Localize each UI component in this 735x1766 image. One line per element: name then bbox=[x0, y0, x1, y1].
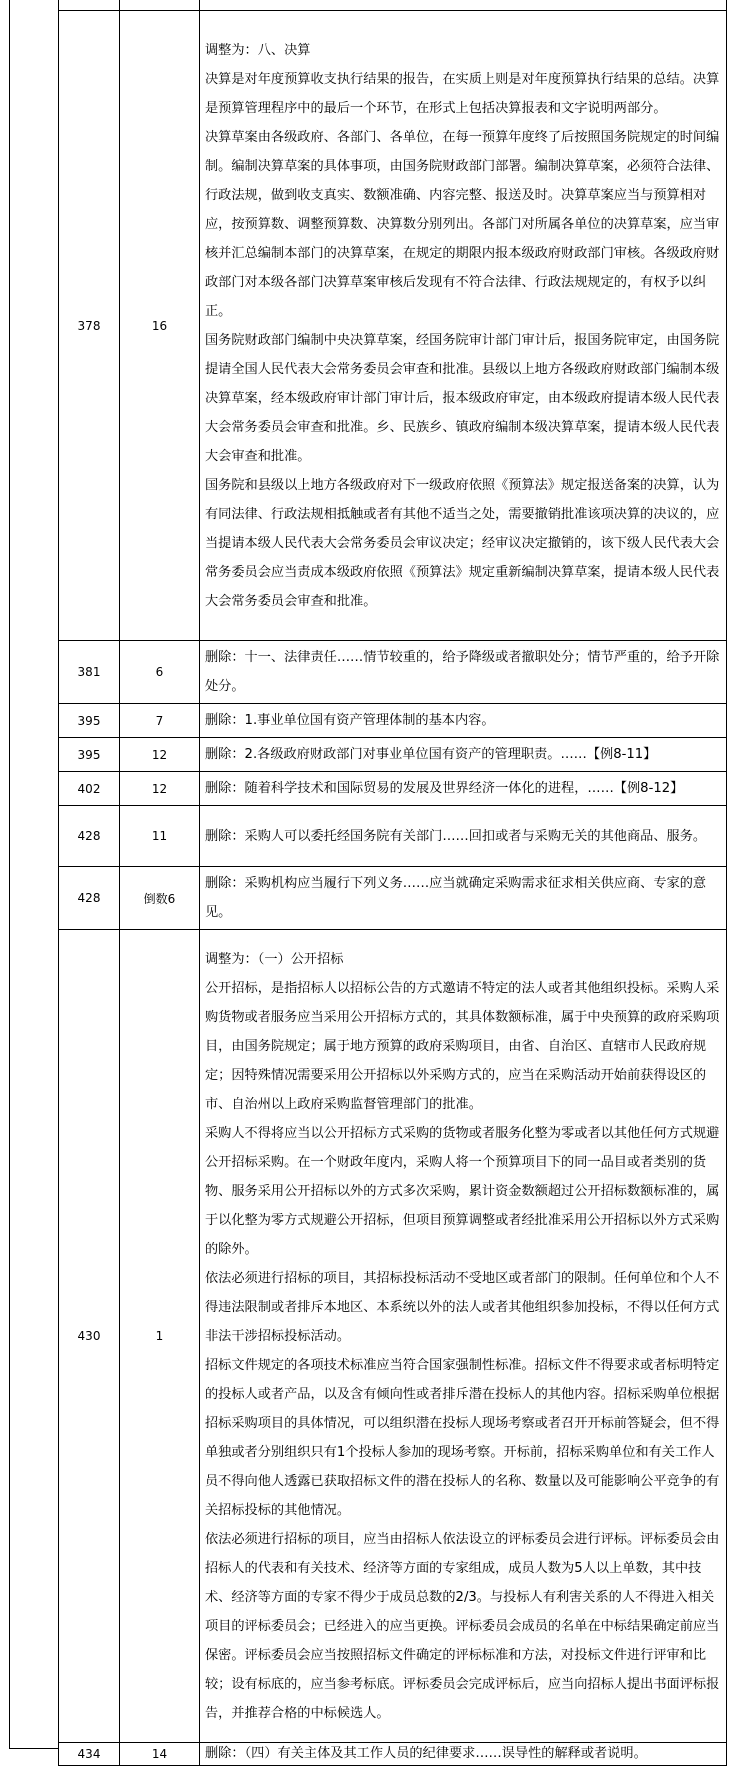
line-cell: 倒数6 bbox=[120, 867, 200, 930]
paragraph: 删除：随着科学技术和国际贸易的发展及世界经济一体化的进程，……【例8-12】 bbox=[205, 781, 684, 796]
paragraph: 调整为：（一）公开招标 bbox=[205, 951, 344, 967]
paragraph: 公开招标，是指招标人以招标公告的方式邀请不特定的法人或者其他组织投标。采购人采购货物或者服务应当采用公开招标方式的，其具体数额标准，属于中央预算的政府采购项目，由国务院规定；属于地方预算的政府采购项目，由省、自治区、直辖市人民政府规定；因特殊情况需要采用公开招标以外采购方式的，应当在采购活动开始前获得设区的市、自治州以上政府采购监督管理部门的批准。 bbox=[205, 980, 720, 1112]
paragraph: 决算是对年度预算收支执行结果的报告，在实质上则是对年度预算执行结果的总结。决算是预算管理程序中的最后一个环节，在形式上包括决算报表和文字说明两部分。 bbox=[205, 71, 720, 116]
page-cell: 395 bbox=[59, 704, 120, 738]
content-cell bbox=[200, 806, 727, 867]
page-cell: 378 bbox=[59, 11, 120, 641]
paragraph: 依法必须进行招标的项目，应当由招标人依法设立的评标委员会进行评标。评标委员会由招标人的代表和有关技术、经济等方面的专家组成，成员人数为5人以上单数，其中技术、经济等方面的专家不得少于成员总数的2/3。与投标人有利害关系的人不得进入相关项目的评标委员会；已经进入的应当更换。评标委员会成员的名单在中标结果确定前应当保密。评标委员会应当按照招标文件确定的评标标准和方法，对投标文件进行评审和比较；设有标底的，应当参考标底。评标委员会完成评标后，应当向招标人提出书面评标报告，并推荐合格的中标候选人。 bbox=[205, 1531, 720, 1721]
paragraph: 删除：采购人可以委托经国务院有关部门……回扣或者与采购无关的其他商品、服务。 bbox=[205, 828, 707, 844]
line-cell: 16 bbox=[120, 11, 200, 641]
paragraph: 删除：采购机构应当履行下列义务……应当就确定采购需求征求相关供应商、专家的意见。 bbox=[205, 876, 707, 920]
table-row bbox=[59, 738, 727, 772]
page-cell: 430 bbox=[59, 930, 120, 1743]
line-cell: 12 bbox=[120, 738, 200, 772]
line-cell: 6 bbox=[120, 641, 200, 704]
paragraph: 删除：（四）有关主体及其工作人员的纪律要求……误导性的解释或者说明。 bbox=[205, 1746, 647, 1761]
table-row bbox=[59, 772, 727, 806]
content-cell bbox=[200, 11, 727, 641]
table-row bbox=[59, 11, 727, 641]
content-cell bbox=[200, 738, 727, 772]
table-row bbox=[59, 704, 727, 738]
paragraph: 依法必须进行招标的项目，其招标投标活动不受地区或者部门的限制。任何单位和个人不得违法限制或者排斥本地区、本系统以外的法人或者其他组织参加投标，不得以任何方式非法干涉招标投标活动。 bbox=[205, 1270, 720, 1344]
page-cell: 434 bbox=[59, 1743, 120, 1766]
content-cell bbox=[200, 867, 727, 930]
line-cell bbox=[120, 0, 200, 11]
page-cell bbox=[59, 0, 120, 11]
line-cell: 12 bbox=[120, 772, 200, 806]
content-cell bbox=[200, 772, 727, 806]
line-cell: 1 bbox=[120, 930, 200, 1743]
table-row bbox=[59, 1743, 727, 1766]
page-cell: 428 bbox=[59, 806, 120, 867]
content-cell bbox=[200, 1743, 727, 1766]
paragraph: 国务院和县级以上地方各级政府对下一级政府依照《预算法》规定报送备案的决算，认为有同法律、行政法规相抵触或者有其他不适当之处，需要撤销批准该项决算的决议的，应当提请本级人民代表大会常务委员会审议决定；经审议决定撤销的，该下级人民代表大会常务委员会应当责成本级政府依照《预算法》规定重新编制决算草案，提请本级人民代表大会常务委员会审查和批准。 bbox=[205, 477, 720, 609]
paragraph: 删除：十一、法律责任……情节较重的，给予降级或者撤职处分；情节严重的，给予开除处分。 bbox=[205, 650, 720, 694]
page-cell: 381 bbox=[59, 641, 120, 704]
paragraph: 删除：1.事业单位国有资产管理体制的基本内容。 bbox=[205, 713, 495, 728]
paragraph: 招标文件规定的各项技术标准应当符合国家强制性标准。招标文件不得要求或者标明特定的投标人或者产品，以及含有倾向性或者排斥潜在投标人的其他内容。招标采购单位根据招标采购项目的具体情况，可以组织潜在投标人现场考察或者召开开标前答疑会，但不得单独或者分别组织只有1个投标人参加的现场考察。开标前，招标采购单位和有关工作人员不得向他人透露已获取招标文件的潜在投标人的名称、数量以及可能影响公平竞争的有关招标投标的其他情况。 bbox=[205, 1357, 720, 1518]
content-cell bbox=[200, 641, 727, 704]
paragraph: 国务院财政部门编制中央决算草案，经国务院审计部门审计后，报国务院审定，由国务院提请全国人民代表大会常务委员会审查和批准。县级以上地方各级政府财政部门编制本级决算草案，经本级政府审计部门审计后，报本级政府审定，由本级政府提请本级人民代表大会常务委员会审查和批准。乡、民族乡、镇政府编制本级决算草案，提请本级人民代表大会审查和批准。 bbox=[205, 332, 720, 464]
table-row-previous bbox=[59, 0, 727, 11]
page-cell: 402 bbox=[59, 772, 120, 806]
table-row bbox=[59, 930, 727, 1743]
paragraph: 采购人不得将应当以公开招标方式采购的货物或者服务化整为零或者以其他任何方式规避公开招标采购。在一个财政年度内，采购人将一个预算项目下的同一品目或者类别的货物、服务采用公开招标以外的方式多次采购，累计资金数额超过公开招标数额标准的，属于以化整为零方式规避公开招标，但项目预算调整或者经批准采用公开招标以外方式采购的除外。 bbox=[205, 1125, 720, 1257]
errata-table bbox=[58, 0, 727, 1766]
content-cell bbox=[200, 0, 727, 11]
page-cell: 395 bbox=[59, 738, 120, 772]
content-cell bbox=[200, 704, 727, 738]
table-row bbox=[59, 867, 727, 930]
table-row bbox=[59, 641, 727, 704]
content-cell bbox=[200, 930, 727, 1743]
line-cell: 14 bbox=[120, 1743, 200, 1766]
left-margin-column bbox=[9, 0, 58, 1749]
paragraph: 决算草案由各级政府、各部门、各单位，在每一预算年度终了后按照国务院规定的时间编制。编制决算草案的具体事项，由国务院财政部门部署。编制决算草案，必须符合法律、行政法规，做到收支真实、数额准确、内容完整、报送及时。决算草案应当与预算相对应，按预算数、调整预算数、决算数分别列出。各部门对所属各单位的决算草案，应当审核并汇总编制本部门的决算草案，在规定的期限内报本级政府财政部门审核。各级政府财政部门对本级各部门决算草案审核后发现有不符合法律、行政法规规定的，有权予以纠正。 bbox=[205, 129, 720, 319]
page-cell: 428 bbox=[59, 867, 120, 930]
line-cell: 11 bbox=[120, 806, 200, 867]
paragraph: 删除：2.各级政府财政部门对事业单位国有资产的管理职责。……【例8-11】 bbox=[205, 747, 657, 762]
paragraph: 调整为：八、决算 bbox=[205, 42, 311, 58]
table-row bbox=[59, 806, 727, 867]
line-cell: 7 bbox=[120, 704, 200, 738]
